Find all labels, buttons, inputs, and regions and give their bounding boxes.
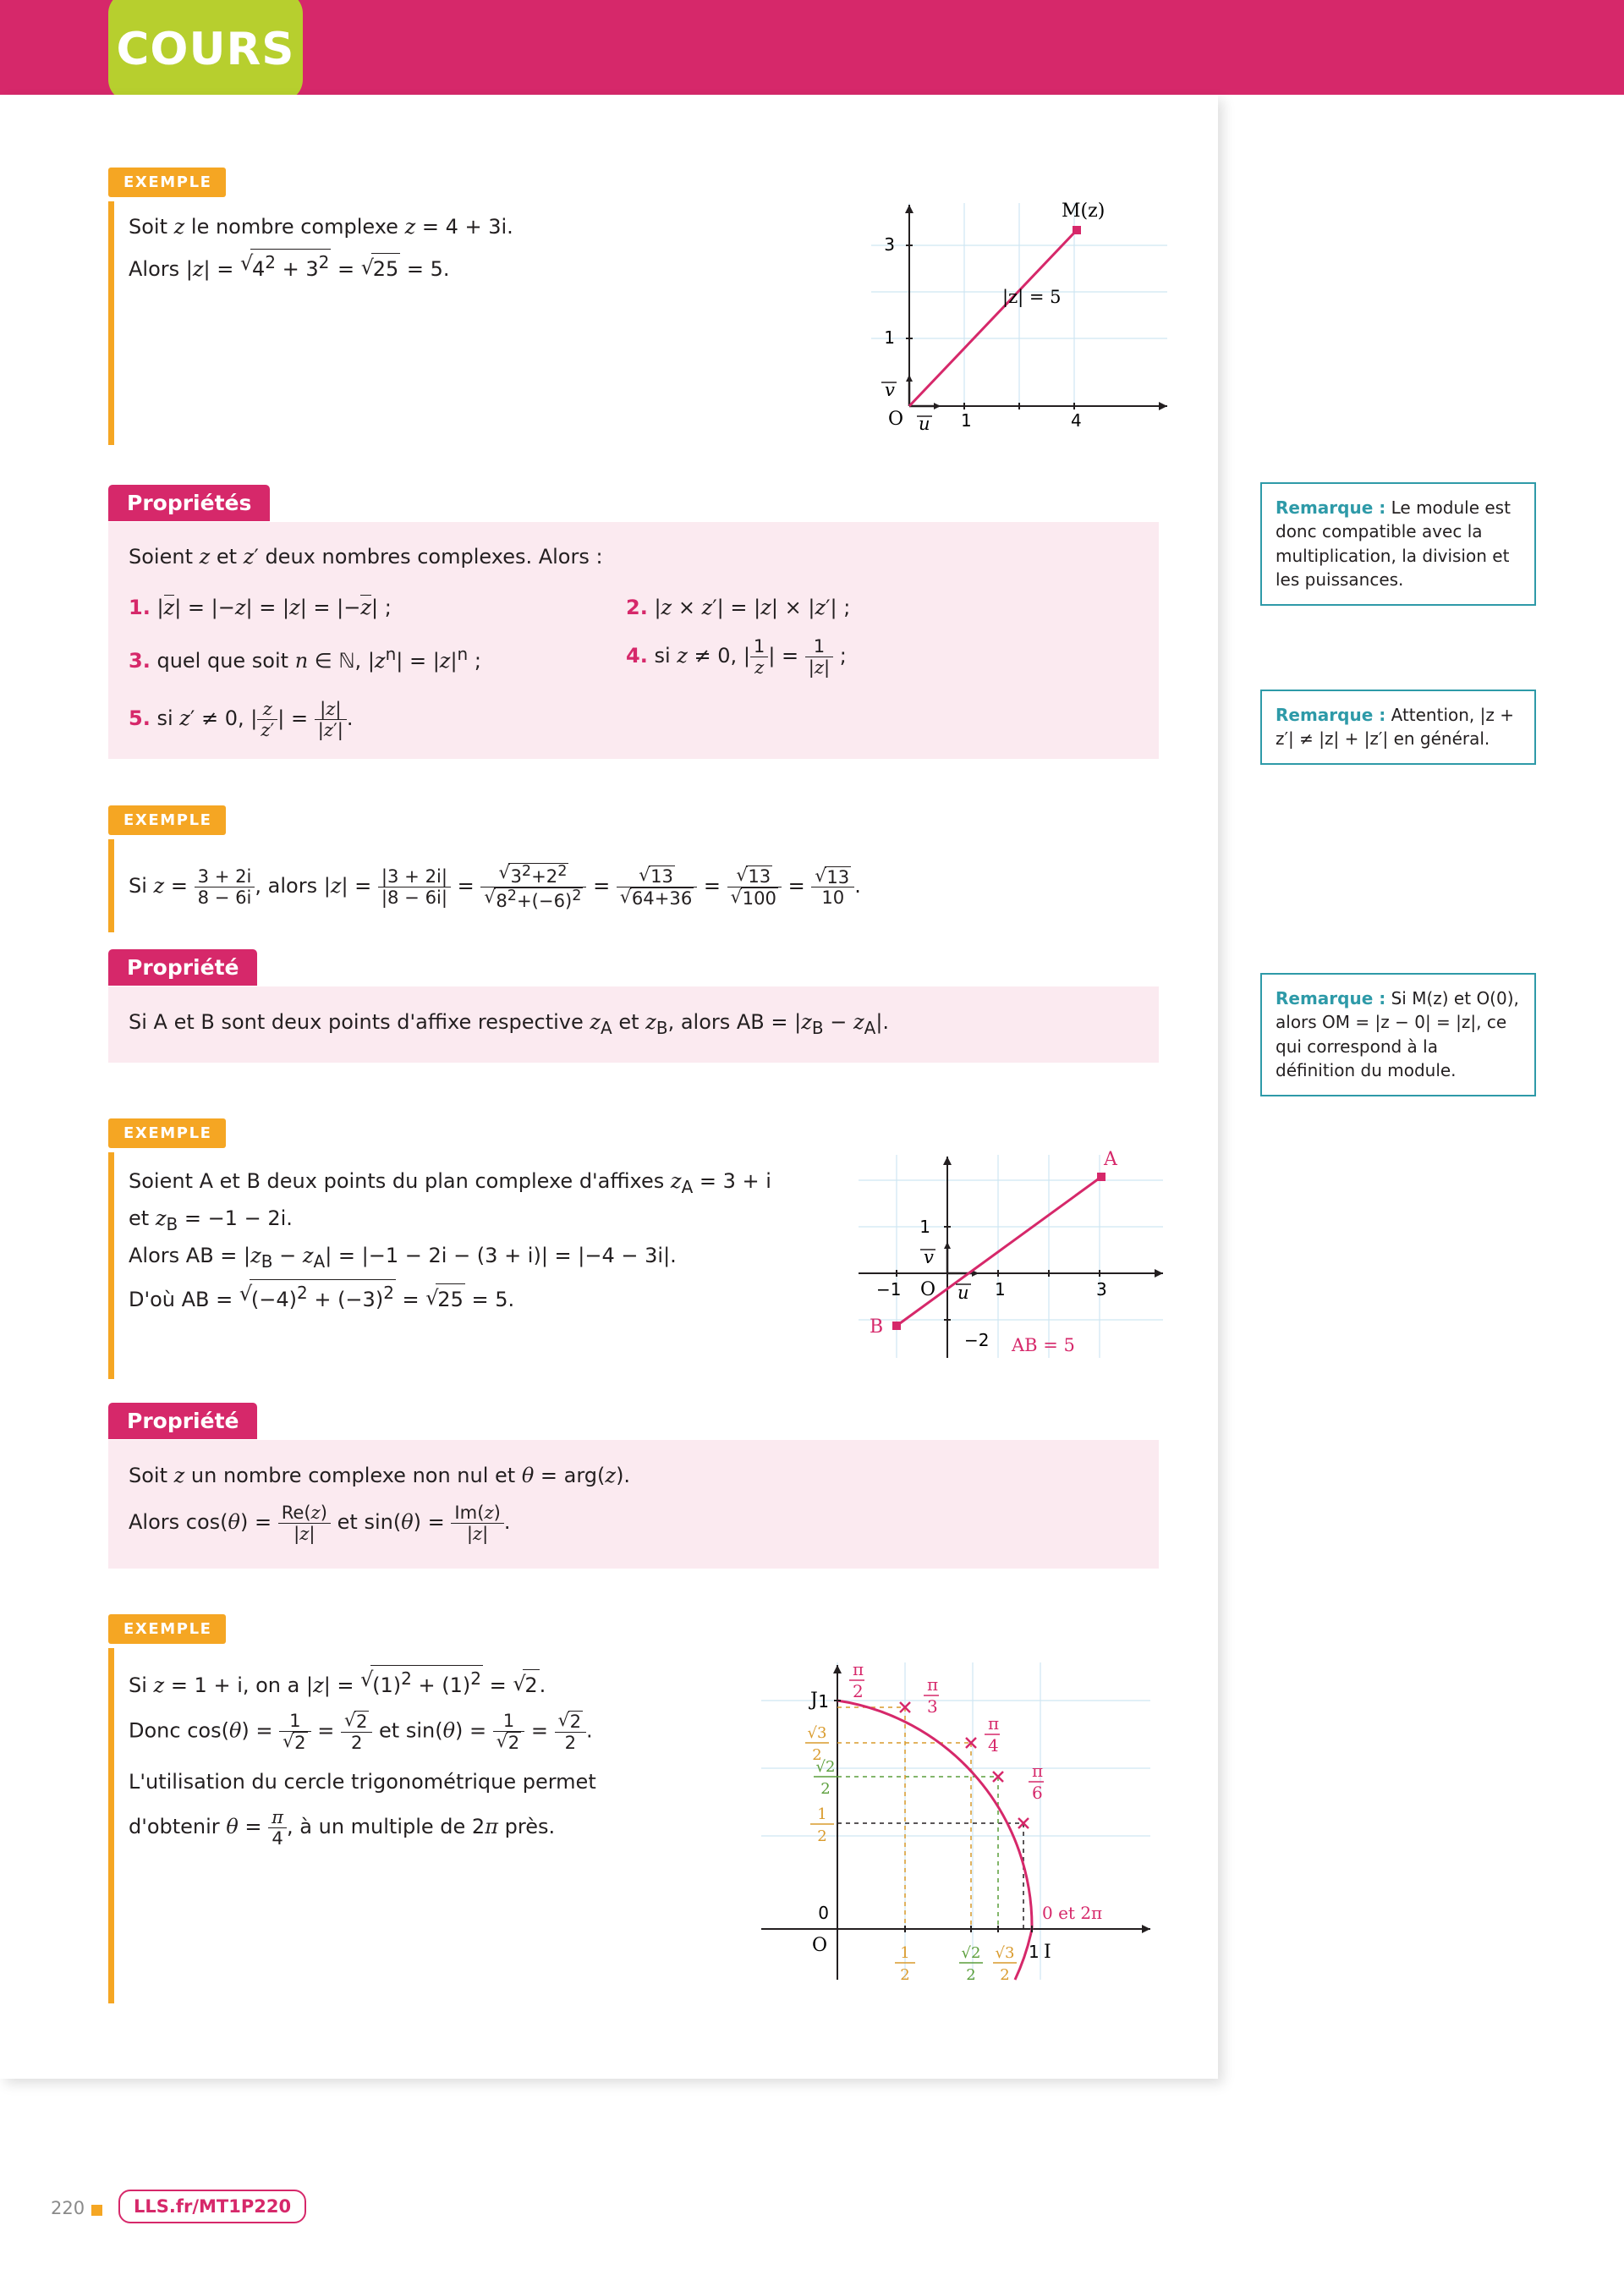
svg-text:v: v	[924, 1247, 934, 1267]
svg-text:−2: −2	[964, 1330, 990, 1350]
property2-text: Si A et B sont deux points d'affixe respective $z_A$ et $z_B$, alors AB = $|z_B - z_A|$.	[129, 1010, 890, 1038]
svg-text:2: 2	[812, 1746, 822, 1764]
figure-distance-ab	[846, 1146, 1184, 1388]
remark-2	[1260, 690, 1536, 765]
properties1-title: Propriétés	[108, 485, 270, 521]
remark-3	[1260, 973, 1536, 1096]
svg-text:π: π	[988, 1713, 1000, 1734]
cours-tab	[108, 0, 303, 102]
svg-text:4: 4	[988, 1735, 999, 1756]
example4-line2: Donc cos(θ) = 1 √ 2 = √ $\frac{2}{2}$ et sin(θ) = 1 √ 2 = √ $\frac{2}{2}$ .	[129, 1711, 593, 1752]
svg-text:1: 1	[818, 1691, 829, 1712]
svg-text:0 et 2π: 0 et 2π	[1042, 1903, 1103, 1923]
example3-bar	[108, 1152, 114, 1379]
cours-tab-label: COURS	[116, 24, 295, 75]
svg-text:1: 1	[919, 1217, 930, 1237]
figure-module-graph	[854, 195, 1176, 448]
remark-2-text: Attention, |z + z′| ≠ |z| + |z′| en général.	[1276, 705, 1514, 750]
svg-text:2: 2	[900, 1966, 910, 1984]
svg-text:π: π	[853, 1659, 864, 1679]
svg-text:2: 2	[1000, 1966, 1010, 1984]
svg-text:O: O	[888, 409, 904, 430]
example4-line1: Si z = 1 + i, on a |z| = √ $(1)^2 + (1)^2$ = √ 2.	[129, 1665, 546, 1701]
svg-text:−1: −1	[876, 1279, 902, 1300]
example3-line4: D'où AB = √ $(-4)^2 + (-3)^2$ = √ 25 = 5.	[129, 1279, 514, 1316]
svg-text:2: 2	[966, 1966, 976, 1984]
remark-3-label: Remarque :	[1276, 988, 1386, 1008]
example1-line1: Soit z le nombre complexe z = 4 + 3i.	[129, 215, 513, 239]
svg-text:u: u	[919, 414, 930, 434]
svg-text:1: 1	[995, 1279, 1006, 1300]
example1-line2: Alors |z| = √ $4^2 + 3^2$ = √ 25 = 5.	[129, 249, 721, 285]
svg-text:2: 2	[853, 1681, 864, 1701]
example4-line3: L'utilisation du cercle trigonométrique permet	[129, 1770, 596, 1794]
svg-text:√2: √2	[961, 1944, 981, 1962]
svg-text:√3: √3	[995, 1944, 1015, 1962]
svg-text:√2: √2	[815, 1758, 836, 1776]
property-item-4: 4. si z ≠ 0, | $\frac{1}{z}$ | = $\frac{1}{|z|}$ ;	[626, 635, 847, 678]
remark-1-text: Le module est donc compatible avec la multiplication, la division et les puissances.	[1276, 497, 1511, 591]
properties1-intro: Soient z et z′ deux nombres complexes. Alors :	[129, 545, 603, 569]
svg-text:1: 1	[884, 327, 895, 348]
example1-tag: EXEMPLE	[108, 168, 226, 197]
svg-text:M(z): M(z)	[1062, 201, 1106, 222]
svg-text:2: 2	[820, 1780, 831, 1798]
svg-text:3: 3	[884, 234, 895, 255]
svg-text:1: 1	[961, 410, 972, 431]
svg-text:1: 1	[817, 1805, 827, 1823]
svg-text:J: J	[810, 1690, 818, 1711]
svg-text:1: 1	[900, 1944, 910, 1962]
page-number: 220	[51, 2198, 85, 2218]
svg-text:π: π	[927, 1674, 939, 1695]
svg-text:O: O	[812, 1935, 828, 1956]
remark-1	[1260, 482, 1536, 606]
svg-text:0: 0	[818, 1903, 829, 1923]
svg-text:AB = 5: AB = 5	[1012, 1335, 1075, 1355]
example3-line1: Soient A et B deux points du plan complexe d'affixes $z_A = 3 + i$	[129, 1169, 771, 1197]
svg-text:|z| = 5: |z| = 5	[1002, 287, 1062, 307]
svg-text:6: 6	[1032, 1783, 1043, 1803]
property3-line2: Alors cos(θ) = $\frac{Re(z)}{|z|}$ et sin(θ) = $\frac{Im(z)}{|z|}$ .	[129, 1502, 511, 1544]
property-item-2: 2. |z × z′| = |z| × |z′| ;	[626, 596, 851, 619]
footer-square-icon	[91, 2205, 102, 2216]
svg-text:I: I	[1044, 1942, 1051, 1963]
example2-tag: EXEMPLE	[108, 805, 226, 835]
svg-text:O: O	[920, 1279, 936, 1300]
example2-bar	[108, 839, 114, 932]
example4-line4: d'obtenir θ = $\frac{\pi}{4}$ , à un multiple de 2π près.	[129, 1806, 556, 1849]
property3-line1: Soit z un nombre complexe non nul et θ = arg(z).	[129, 1464, 631, 1487]
example1-bar	[108, 201, 114, 445]
property-item-3: 3. quel que soit n ∈ ℕ, $|z^n| = |z|^n$ ;	[129, 644, 481, 673]
remark-1-label: Remarque :	[1276, 497, 1386, 518]
example3-line2: et $z_B = -1 - 2i$.	[129, 1206, 293, 1234]
svg-text:√3: √3	[807, 1724, 827, 1742]
svg-text:u: u	[957, 1283, 969, 1303]
svg-text:1: 1	[1029, 1942, 1040, 1962]
property-item-1: 1. |z| = |−z| = |z| = |−z| ;	[129, 596, 392, 619]
property2-title: Propriété	[108, 949, 257, 986]
property-item-5: 5. si z′ ≠ 0, | $\frac{z}{z'}$ | = $\frac{|z|}{|z'|}$ .	[129, 698, 354, 740]
example4-tag: EXEMPLE	[108, 1614, 226, 1644]
property3-title: Propriété	[108, 1403, 257, 1439]
svg-text:v: v	[885, 380, 895, 400]
svg-text:A: A	[1104, 1149, 1117, 1170]
svg-text:4: 4	[1071, 410, 1082, 431]
example3-line3: Alors AB = $|z_B - z_A| = |-1 - 2i - (3 + i)| = |-4 - 3i|$.	[129, 1244, 677, 1272]
remark-3-text: Si M(z) et O(0), alors OM = |z − 0| = |z|, ce qui correspond à la définition du module.	[1276, 988, 1519, 1081]
footer-code-link[interactable]: LLS.fr/MT1P220	[118, 2190, 306, 2223]
svg-text:3: 3	[1096, 1279, 1107, 1300]
figure-trig-circle	[744, 1650, 1167, 2005]
example4-bar	[108, 1648, 114, 2003]
svg-text:π: π	[1032, 1761, 1044, 1781]
example3-tag: EXEMPLE	[108, 1118, 226, 1148]
svg-text:3: 3	[927, 1696, 938, 1717]
svg-text:B: B	[870, 1316, 884, 1338]
example2-text: Si z = $\frac{3 + 2i}{8 - 6i}$ , alors |z| = $\frac{|3 + 2i|}{|8 - 6i|}$ = √ $3^2+2^2$ √ $8^2+(-6)^2$ = √ 13 √ 64+36 = √ 13 √ 100 = √ $\frac{13}{10}$ .	[129, 863, 1101, 910]
remark-2-label: Remarque :	[1276, 705, 1386, 725]
svg-text:2: 2	[817, 1827, 827, 1845]
